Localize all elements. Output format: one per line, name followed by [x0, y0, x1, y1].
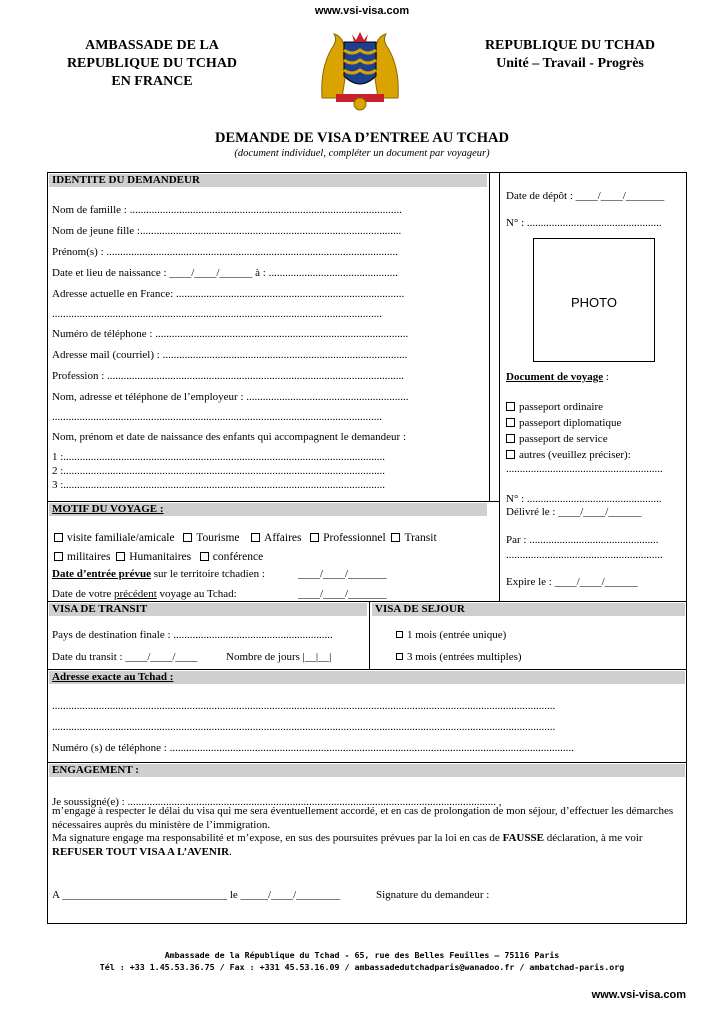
- passeport-numero-field[interactable]: N° : .................................................: [506, 493, 662, 505]
- motif-row-2: [54, 550, 263, 564]
- employeur-line-2[interactable]: ........................................................................................................................: [52, 411, 382, 423]
- checkbox-icon[interactable]: [506, 450, 515, 459]
- naissance-field[interactable]: Date et lieu de naissance : ____/____/______ à : ...............................................: [52, 267, 398, 279]
- signature-label[interactable]: Signature du demandeur :: [376, 889, 490, 901]
- visa-sejour-heading: VISA DE SEJOUR: [372, 603, 685, 616]
- dossier-numero-field[interactable]: N° : .................................................: [506, 217, 662, 229]
- motto-line: Unité – Travail - Progrès: [496, 56, 644, 71]
- checkbox-icon[interactable]: [310, 533, 319, 542]
- telephone-field[interactable]: Numéro de téléphone : ............................................................................................: [52, 328, 409, 340]
- checkbox-icon[interactable]: [251, 533, 260, 542]
- engagement-heading: ENGAGEMENT :: [49, 764, 685, 777]
- coat-of-arms-emblem: [312, 28, 408, 112]
- nom-famille-field[interactable]: Nom de famille : ...................................................................................................: [52, 204, 402, 216]
- footer-address: Ambassade de la République du Tchad - 65, rue des Belles Feuilles – 75116 Paris: [164, 950, 560, 960]
- checkbox-icon[interactable]: [116, 552, 125, 561]
- prenoms-field[interactable]: Prénom(s) : ..........................................................................................................: [52, 246, 398, 258]
- motif-tourisme[interactable]: Tourisme: [183, 532, 239, 544]
- adresse-france-field[interactable]: Adresse actuelle en France: ...................................................................................: [52, 288, 405, 300]
- date-transit-field[interactable]: Date du transit : ____/____/____: [52, 651, 198, 663]
- checkbox-icon[interactable]: [506, 402, 515, 411]
- motif-humanitaires[interactable]: Humanitaires: [116, 551, 191, 563]
- engagement-paragraph-2: Ma signature engage ma responsabilité et m’expose, en sus des poursuites prévues par la loi en cas de FAUSSE déclaration, à me voir REFUSER TOUT VISA A L’AVENIR.: [52, 832, 643, 858]
- date-entree-value[interactable]: ____/____/_______: [298, 568, 387, 580]
- adresse-tchad-line-2[interactable]: .......................................................................................................................................................................................: [52, 721, 556, 733]
- adresse-tchad-heading: Adresse exacte au Tchad :: [49, 671, 685, 684]
- page-subtitle: (document individuel, compléter un document par voyageur): [234, 148, 490, 159]
- precedent-voyage-value[interactable]: ____/____/_______: [298, 588, 387, 600]
- embassy-line-1: AMBASSADE DE LA: [85, 38, 219, 53]
- embassy-line-2: REPUBLIQUE DU TCHAD: [66, 56, 238, 71]
- delivre-par-field[interactable]: Par : ...............................................: [506, 534, 659, 546]
- expire-field[interactable]: Expire le : ____/____/______: [506, 576, 638, 588]
- photo-box[interactable]: [533, 238, 655, 362]
- date-entree-field[interactable]: Date d’entrée prévue sur le territoire tchadien :: [52, 568, 265, 580]
- doc-option-autres[interactable]: autres (veuillez préciser):: [506, 448, 631, 462]
- doc-autres-field[interactable]: .........................................................: [506, 463, 663, 475]
- engagement-paragraph-1: m’engage à respecter le délai du visa qui me sera éventuellement accordé, et en cas de prolongation de mon séjour, d’effectuer les démarches nécessaires auprès du ministère de l’immigration.: [52, 805, 674, 831]
- document-voyage-label: Document de voyage :: [506, 371, 609, 383]
- motif-professionnel[interactable]: Professionnel: [310, 532, 386, 544]
- adresse-tchad-line-1[interactable]: .......................................................................................................................................................................................: [52, 700, 556, 712]
- republic-heading: [470, 37, 670, 73]
- identite-fields: [52, 203, 484, 492]
- checkbox-icon[interactable]: [54, 552, 63, 561]
- embassy-line-3: EN FRANCE: [111, 74, 193, 89]
- visa-transit-heading: VISA DE TRANSIT: [49, 603, 367, 616]
- employeur-field[interactable]: Nom, adresse et téléphone de l’employeur : ...........................................................: [52, 391, 409, 403]
- sejour-option-1-mois[interactable]: 1 mois (entrée unique): [396, 628, 506, 642]
- page-title: DEMANDE DE VISA D’ENTREE AU TCHAD: [215, 130, 509, 146]
- motif-militaires[interactable]: militaires: [54, 551, 110, 563]
- doc-option-ordinaire[interactable]: passeport ordinaire: [506, 400, 603, 414]
- profession-field[interactable]: Profession : ............................................................................................................: [52, 370, 404, 382]
- doc-option-service[interactable]: passeport de service: [506, 432, 608, 446]
- delivre-field[interactable]: Délivré le : ____/____/______: [506, 506, 642, 518]
- nom-jeune-fille-field[interactable]: Nom de jeune fille :...............................................................................................: [52, 225, 402, 237]
- motif-conference[interactable]: conférence: [200, 551, 263, 563]
- adresse-france-line-2[interactable]: ........................................................................................................................: [52, 308, 382, 320]
- motif-row-1: [54, 531, 437, 545]
- footer-contacts: Tél : +33 1.45.53.36.75 / Fax : +331 45.53.16.09 / ambassadedutchadparis@wanadoo.fr / ambatchad-paris.org: [99, 962, 625, 972]
- enfant-1-field[interactable]: 1 :.....................................................................................................................: [52, 451, 386, 463]
- lieu-date-signature-field[interactable]: A ______________________________ le _____/____/________: [52, 889, 341, 901]
- photo-label: PHOTO: [571, 295, 617, 310]
- checkbox-icon[interactable]: [506, 434, 515, 443]
- site-url-bottom[interactable]: www.vsi-visa.com: [591, 989, 686, 1001]
- enfant-2-field[interactable]: 2 :.....................................................................................................................: [52, 465, 386, 477]
- checkbox-icon[interactable]: [54, 533, 63, 542]
- email-field[interactable]: Adresse mail (courriel) : .........................................................................................: [52, 349, 408, 361]
- identite-heading: IDENTITE DU DEMANDEUR: [49, 174, 487, 187]
- destination-finale-field[interactable]: Pays de destination finale : ..........................................................: [52, 629, 333, 641]
- checkbox-icon[interactable]: [200, 552, 209, 561]
- motif-heading: MOTIF DU VOYAGE :: [49, 503, 487, 516]
- republic-line: REPUBLIQUE DU TCHAD: [484, 38, 656, 53]
- telephone-tchad-field[interactable]: Numéro (s) de téléphone : ...................................................................................................................................................: [52, 742, 574, 754]
- checkbox-icon[interactable]: [396, 653, 403, 660]
- sejour-option-3-mois[interactable]: 3 mois (entrées multiples): [396, 650, 522, 664]
- checkbox-icon[interactable]: [183, 533, 192, 542]
- site-url-top[interactable]: www.vsi-visa.com: [314, 5, 410, 17]
- embassy-heading: [42, 37, 262, 91]
- soussigne-field[interactable]: Je soussigné(e) : ...................................................................................................................................... ,: [52, 796, 502, 808]
- doc-option-diplomatique[interactable]: passeport diplomatique: [506, 416, 621, 430]
- date-depot-field[interactable]: Date de dépôt : ____/____/_______: [506, 190, 665, 202]
- checkbox-icon[interactable]: [396, 631, 403, 638]
- motif-affaires[interactable]: Affaires: [251, 532, 301, 544]
- enfants-label: Nom, prénom et date de naissance des enfants qui accompagnent le demandeur :: [52, 431, 407, 443]
- delivre-par-line-2[interactable]: .........................................................: [506, 549, 663, 561]
- nombre-jours-field[interactable]: Nombre de jours |__|__|: [226, 651, 332, 663]
- precedent-voyage-field[interactable]: Date de votre précédent voyage au Tchad:: [52, 588, 237, 600]
- motif-visite[interactable]: visite familiale/amicale: [54, 532, 175, 544]
- checkbox-icon[interactable]: [391, 533, 400, 542]
- motif-transit[interactable]: Transit: [391, 532, 436, 544]
- checkbox-icon[interactable]: [506, 418, 515, 427]
- enfant-3-field[interactable]: 3 :.....................................................................................................................: [52, 479, 386, 491]
